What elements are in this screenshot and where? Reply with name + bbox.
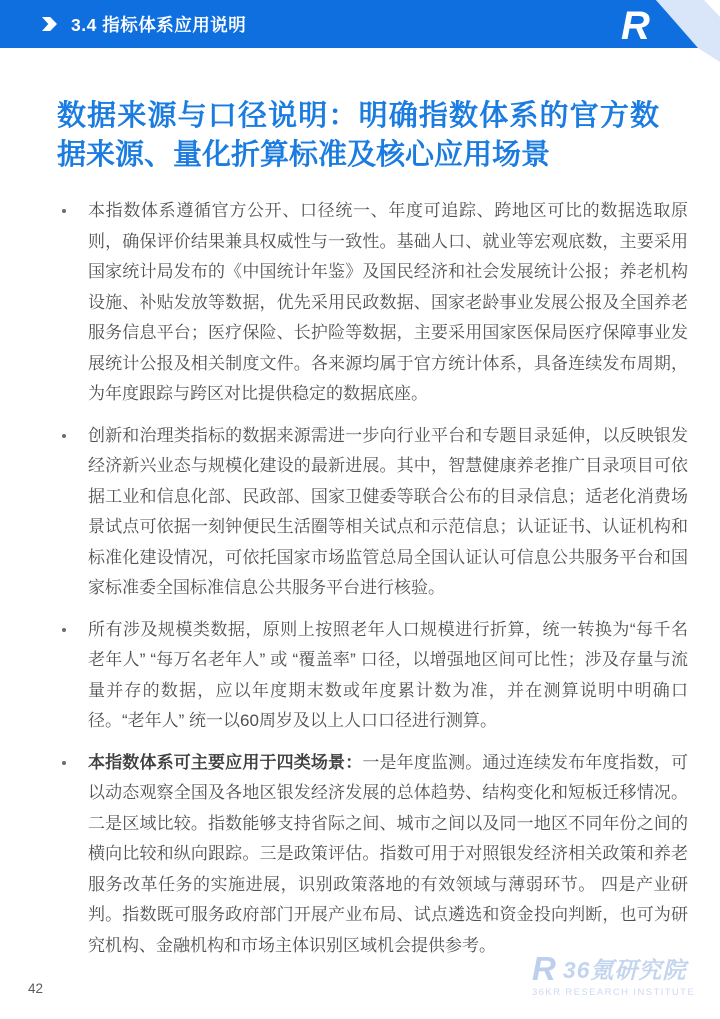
bullet-item: [0, 615, 720, 737]
bullet-bold-prefix: 本指数体系可主要应用于四类场景：: [88, 752, 363, 772]
footer-logo: [532, 950, 712, 998]
chevron-right-icon: [42, 17, 57, 31]
footer-logo-cn: 36氪研究院: [562, 957, 687, 983]
bullet-text: 一是年度监测。通过连续发布年度指数，可以动态观察全国及各地区银发经济发展的总体趋势、结构变化和短板迁移情况。二是区域比较。指数能够支持省际之间、城市之间以及同一地区不同年份之间的横向比较和纵向跟踪。三是政策评估。指数可用于对照银发经济相关政策和养老服务改革任务的实施进展，识别政策落地的有效领域与薄弱环节。 四是产业研判。指数既可服务政府部门开展产业布局、试点遴选和资金投向判断，也可为研究机构、金融机构和市场主体识别区域机会提供参考。: [88, 752, 689, 955]
bullet-dot-icon: [62, 628, 66, 632]
bullet-dot-icon: [62, 209, 66, 213]
36kr-logo-icon: R: [621, 4, 650, 48]
bullet-item: [0, 196, 720, 410]
header: [42, 0, 246, 48]
bullet-text: 所有涉及规模类数据，原则上按照老年人口规模进行折算，统一转换为“每千名老年人” “每万名老年人” 或 “覆盖率” 口径，以增强地区间可比性；涉及存量与流量并存的数据，应以年度期末数或年度累计数为准，并在测算说明中明确口径。“老年人” 统一以60周岁及以上人口口径进行测算。: [88, 619, 688, 730]
bullet-item: [0, 421, 720, 604]
bullet-list: [0, 196, 720, 972]
36kr-footer-logo-icon: R: [532, 950, 556, 987]
footer-logo-en: 36KR RESEARCH INSTITUTE: [532, 987, 696, 998]
bullet-dot-icon: [62, 434, 66, 438]
bullet-item: [0, 748, 720, 962]
page-number: 42: [28, 981, 44, 996]
section-title: 3.4 指标体系应用说明: [71, 14, 247, 35]
bullet-text: 创新和治理类指标的数据来源需进一步向行业平台和专题目录延伸，以反映银发经济新兴业态与规模化建设的最新进展。其中，智慧健康养老推广目录项目可依据工业和信息化部、民政部、国家卫健委等联合公布的目录信息；适老化消费场景试点可依据一刻钟便民生活圈等相关试点和示范信息；认证证书、认证机构和标准化建设情况，可依托国家市场监管总局全国认证认可信息公共服务平台和国家标准委全国标准信息公共服务平台进行核验。: [88, 425, 688, 597]
page-title: 数据来源与口径说明：明确指数体系的官方数据来源、量化折算标准及核心应用场景: [57, 100, 659, 171]
bullet-text: 本指数体系遵循官方公开、口径统一、年度可追踪、跨地区可比的数据选取原则，确保评价结果兼具权威性与一致性。基础人口、就业等宏观底数，主要采用国家统计局发布的《中国统计年鉴》及国民经济和社会发展统计公报；养老机构设施、补贴发放等数据，优先采用民政数据、国家老龄事业发展公报及全国养老服务信息平台；医疗保险、长护险等数据，主要采用国家医保局医疗保障事业发展统计公报及相关制度文件。各来源均属于官方统计体系，具备连续发布周期，为年度跟踪与跨区对比提供稳定的数据底座。: [88, 201, 688, 403]
bullet-dot-icon: [62, 761, 66, 765]
